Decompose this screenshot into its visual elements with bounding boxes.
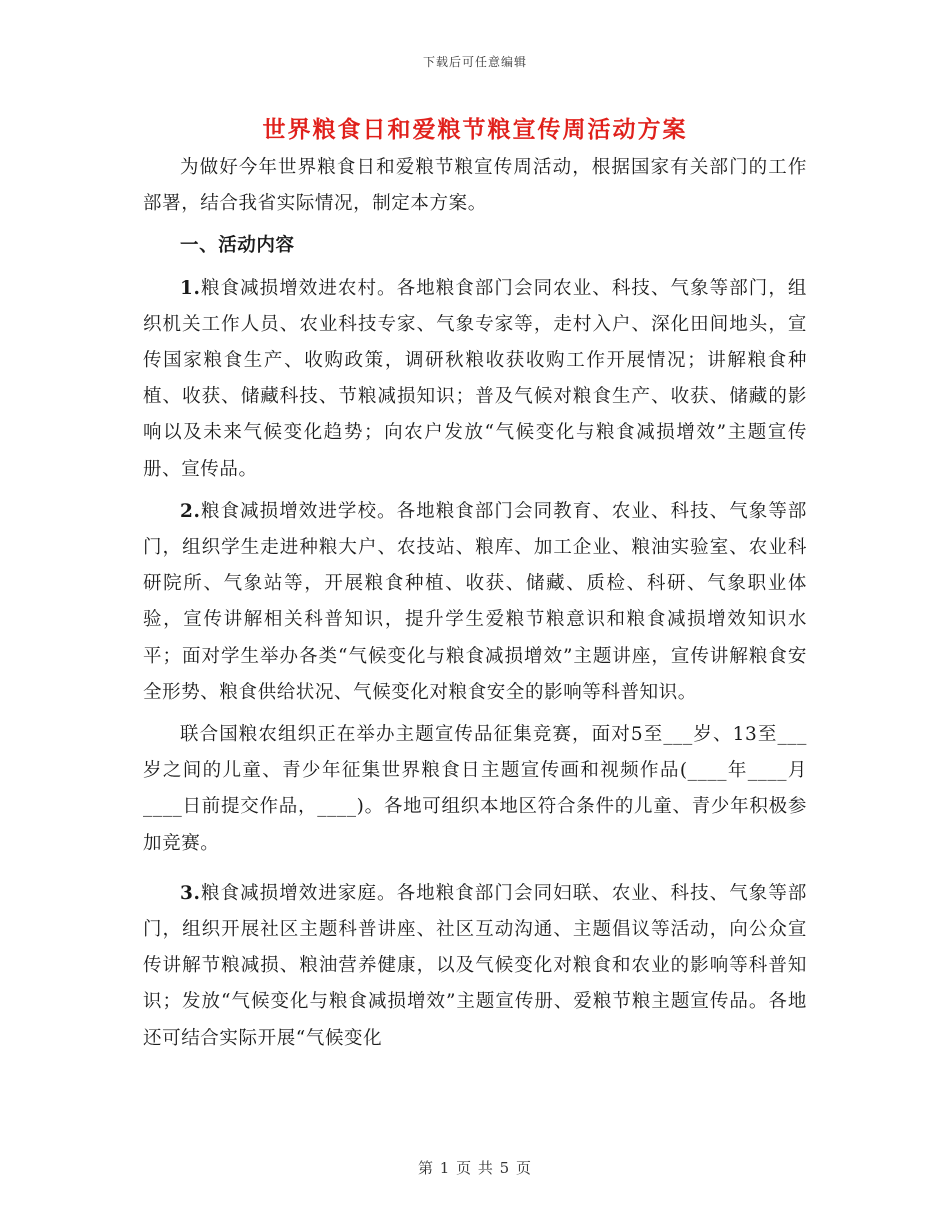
item-1-number: 1. <box>180 277 201 299</box>
document-title: 世界粮食日和爱粮节粮宣传周活动方案 <box>262 116 688 143</box>
item-1-paragraph <box>143 271 807 488</box>
intro-paragraph: 为做好今年世界粮食日和爱粮节粮宣传周活动，根据国家有关部门的工作部署，结合我省实际情况，制定本方案。 <box>143 157 807 215</box>
section-heading-activity-content: 一、活动内容 <box>180 235 295 257</box>
document-body <box>143 150 807 1057</box>
item-2-number: 2. <box>180 500 201 522</box>
item-1-text: 粮食减损增效进农村。各地粮食部门会同农业、科技、气象等部门，组织机关工作人员、农业科技专家、气象专家等，走村入户、深化田间地头，宣传国家粮食生产、收购政策，调研秋粮收获收购工作开展情况；讲解粮食种植、收获、储藏科技、节粮减损知识；普及气候对粮食生产、收获、储藏的影响以及未来气候变化趋势；向农户发放“气候变化与粮食减损增效”主题宣传册、宣传品。 <box>143 277 807 480</box>
page-number-footer: 第 1 页 共 5 页 <box>418 1159 532 1177</box>
item-3-paragraph <box>143 876 807 1057</box>
fao-contest-paragraph: 联合国粮农组织正在举办主题宣传品征集竞赛，面对5至___岁、13至___岁之间的儿童、青少年征集世界粮食日主题宣传画和视频作品(____年____月____日前提交作品，____)。各地可组织本地区符合条件的儿童、青少年积极参加竞赛。 <box>143 724 807 854</box>
item-3-number: 3. <box>180 882 201 904</box>
item-2-text: 粮食减损增效进学校。各地粮食部门会同教育、农业、科技、气象等部门，组织学生走进种粮大户、农技站、粮库、加工企业、粮油实验室、农业科研院所、气象站等，开展粮食种植、收获、储藏、质检、科研、气象职业体验，宣传讲解相关科普知识，提升学生爱粮节粮意识和粮食减损增效知识水平；面对学生举办各类“气候变化与粮食减损增效”主题讲座，宣传讲解粮食安全形势、粮食供给状况、气候变化对粮食安全的影响等科普知识。 <box>143 500 807 703</box>
item-3-text: 粮食减损增效进家庭。各地粮食部门会同妇联、农业、科技、气象等部门，组织开展社区主题科普讲座、社区互动沟通、主题倡议等活动，向公众宣传讲解节粮减损、粮油营养健康，以及气候变化对粮食和农业的影响等科普知识；发放“气候变化与粮食减损增效”主题宣传册、爱粮节粮主题宣传品。各地还可结合实际开展“气候变化 <box>143 882 807 1049</box>
item-2-paragraph <box>143 494 807 711</box>
header-note: 下载后可任意编辑 <box>422 55 527 69</box>
